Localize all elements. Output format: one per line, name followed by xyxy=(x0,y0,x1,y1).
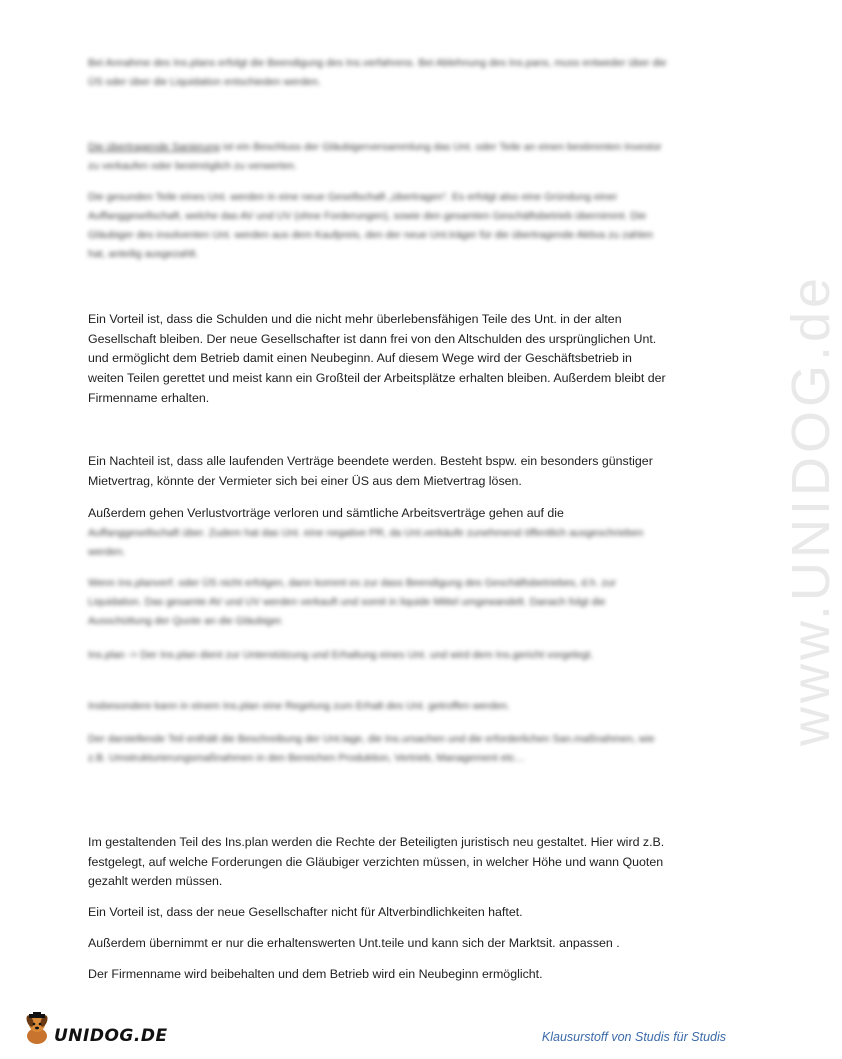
shaping-part-paragraph: Im gestaltenden Teil des Ins.plan werden die Rechte der Beteiligten juristisch neu gestaltet. Hier wird z.B. festgelegt, auf welche Forderungen die Gläubiger verzichten müssen, in welcher Höhe und wann Quoten gezahlt werden müssen. xyxy=(88,835,665,889)
blurred-paragraph-7: Insbesondere kann in einem Ins.plan eine Regelung zum Erhalt des Unt. getroffen werden. xyxy=(88,700,510,712)
blurred-paragraph-2-text: ist ein Beschluss der Gläubigerversammlung das Unt. oder Teile an einen bestimmten Investor zu verkaufen oder bestmöglich zu verwerten. xyxy=(88,141,662,172)
site-watermark: www.UNIDOG.de xyxy=(781,273,841,747)
blurred-paragraph-8: Der darstellende Teil enthält die Beschreibung der Unt.lage, die Ins.ursachen und die erforderlichen San.maßnahmen, wie z.B. Umstrukturierungsmaßnahmen in den Bereichen Produktion, Vertrieb, Management etc… xyxy=(88,733,655,764)
blurred-paragraph-1: Bei Annahme des Ins.plans erfolgt die Beendigung des Ins.verfahrens. Bei Ablehnung des Ins.pans, muss entweder über die ÜS oder über die Liquidation entschieden werden. xyxy=(88,57,667,88)
unidog-logo[interactable] xyxy=(22,1012,168,1046)
adaptation-paragraph: Außerdem übernimmt er nur die erhaltenswerten Unt.teile und kann sich der Marktsit. anpassen . xyxy=(88,936,620,950)
footer-tagline: Klausurstoff von Studis für Studis xyxy=(541,1030,726,1044)
blurred-paragraph-4: Auffanggesellschaft über. Zudem hat das Unt. eine negative PR, da Unt.verkäufe zunehmend öffentlich ausgeschrieben werden. xyxy=(88,527,644,558)
dog-mascot-icon xyxy=(22,1012,52,1046)
disadvantage-paragraph: Ein Nachteil ist, dass alle laufenden Verträge beendete werden. Besteht bspw. ein besonders günstiger Mietvertrag, könnte der Vermieter sich bei einer ÜS aus dem Mietvertrag lösen. xyxy=(88,454,653,488)
blurred-paragraph-3: Die gesunden Teile eines Unt. werden in eine neue Gesellschaft „übertragen“. Es erfolgt also eine Gründung einer Auffanggesellschaft, welche das AV und UV (ohne Forderungen), sowie den gesamten Geschäftsbetrieb übernimmt. Die Gläubiger des insolventen Unt. werden aus dem Kaufpreis, den der neue Unt.träger für die übertragende Aktiva zu zahlen hat, anteilig ausgezahlt. xyxy=(88,191,654,260)
advantage-liability-paragraph: Ein Vorteil ist, dass der neue Gesellschafter nicht für Altverbindlichkeiten haftet. xyxy=(88,905,523,919)
blurred-paragraph-5: Wenn Ins.planverf. oder ÜS nicht erfolgen, dann kommt es zur dass Beendigung des Geschäftsbetriebes, d.h. zur Liquidation. Das gesamte AV und UV werden verkauft und somit in liquide Mittel umgewandelt. Danach folgt die Ausschüttung der Quote an die Gläubiger. xyxy=(88,577,617,627)
company-name-paragraph: Der Firmenname wird beibehalten und dem Betrieb wird ein Neubeginn ermöglicht. xyxy=(88,967,543,981)
blurred-paragraph-6: Ins.plan -> Der Ins.plan dient zur Unterstützung und Erhaltung eines Unt. und wird dem Ins.gericht vorgelegt. xyxy=(88,649,594,661)
blurred-paragraph-2-heading: Die übertragende Sanierung xyxy=(88,141,220,153)
logo-text: UNIDOG.DE xyxy=(54,1026,168,1046)
advantage-paragraph: Ein Vorteil ist, dass die Schulden und die nicht mehr überlebensfähigen Teile des Unt. in der alten Gesellschaft bleiben. Der neue Gesellschafter ist dann frei von den Altschulden des ursprünglichen Unt. und ermöglicht dem Betrieb damit einen Neubeginn. Auf diesem Wege wird der Geschäftsbetrieb in weiten Teilen gerettet und meist kann ein Großteil der Arbeitsplätze erhalten bleiben. Außerdem bleibt der Firmenname erhalten. xyxy=(88,312,666,405)
loss-carryforward-line: Außerdem gehen Verlustvorträge verloren und sämtliche Arbeitsverträge gehen auf die xyxy=(88,506,564,520)
blurred-paragraph-2 xyxy=(88,138,668,176)
